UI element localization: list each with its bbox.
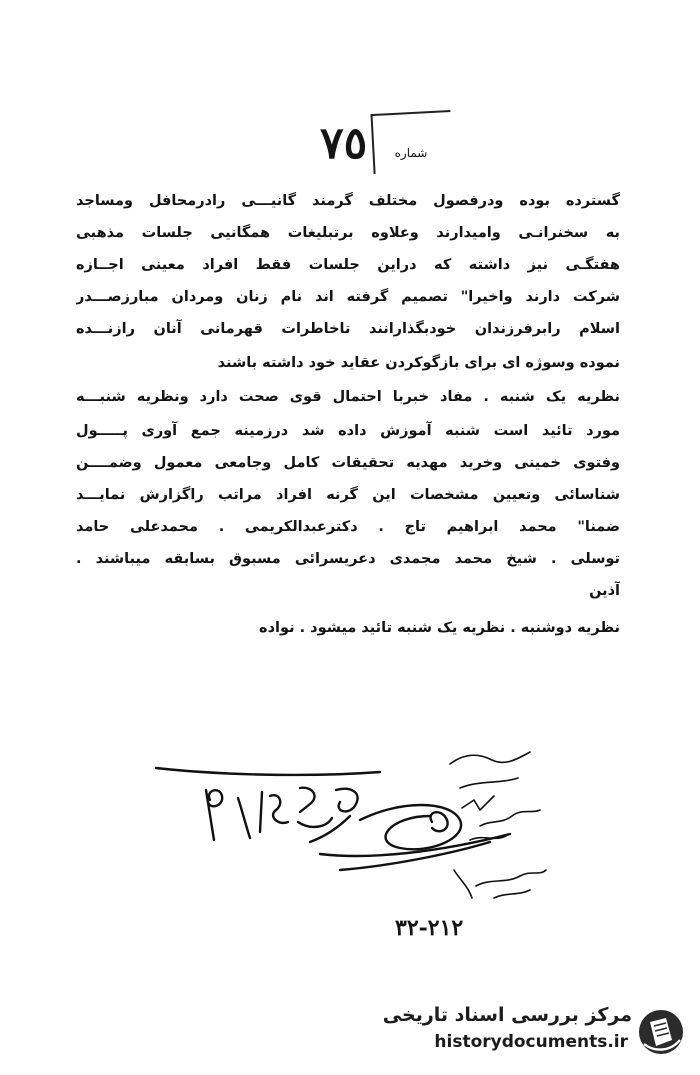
body-line: مورد تائید است شنبه آموزش داده شد درزمینه جمع آوری پـــــول — [76, 423, 620, 439]
archive-name: مرکز بررسی اسناد تاریخی — [382, 1004, 632, 1026]
body-line: به سخنرانـی وامیدارند وعلاوه برتبلیغات همگانیی جلسات مذهبی — [76, 225, 620, 241]
reference-number: ٢١٢-٣٢ — [395, 915, 464, 941]
body-line: اسلام رابرفرزندان خودبگذارانند تاخاطرات قهرمانی آنان رازنـــده — [76, 321, 620, 337]
closing-remark: نظریه دوشنبه . نظریه یک شنبه تائید میشود . نواده — [259, 620, 620, 636]
body-line: گسترده بوده ودرفصول مختلف گرمند گانیـــی رادرمحافل ومساجد — [76, 193, 620, 209]
handwritten-signatures — [150, 730, 550, 930]
body-line: نظریه یک شنبه . مفاد خبربا احتمال قوی صحت دارد ونظریه شنبـــه — [76, 389, 620, 405]
body-line: شرکت دارند واخیرا" تصمیم گرفته اند نام زنان ومردان مبارزصـــدر — [76, 289, 620, 305]
body-line: ضمنا" محمد ابراهیم تاج . دکترعبدالکریمی . محمدعلی حامد — [76, 519, 620, 535]
archive-logo-icon — [636, 1006, 686, 1058]
page-stamp-label: شماره — [394, 146, 428, 160]
page-stamp-box — [370, 110, 453, 174]
page-number: ٧٥ — [320, 118, 368, 169]
body-line: توسلی . شیخ محمد مجمدی دعریسرائی مسبوق بسابقه میباشند . — [76, 551, 620, 567]
archive-watermark — [382, 1002, 690, 1066]
archive-url: historydocuments.ir — [434, 1032, 628, 1052]
body-line: وفتوی خمینی وخرید مهدیه تحقیقات کامل وجامعی معمول وضمــــن — [76, 455, 620, 471]
body-line: نموده وسوژه ای برای بازگوکردن عقاید خود داشته باشند — [217, 355, 620, 371]
body-line: آذین — [589, 583, 620, 599]
body-line: هفتگـی نیز داشته که دراین جلسات فقط افراد معینی اجــازه — [76, 257, 620, 273]
body-line: شناسائی وتعیین مشخصات این گرنه افراد مراتب راگزارش نمایـــد — [76, 487, 620, 503]
